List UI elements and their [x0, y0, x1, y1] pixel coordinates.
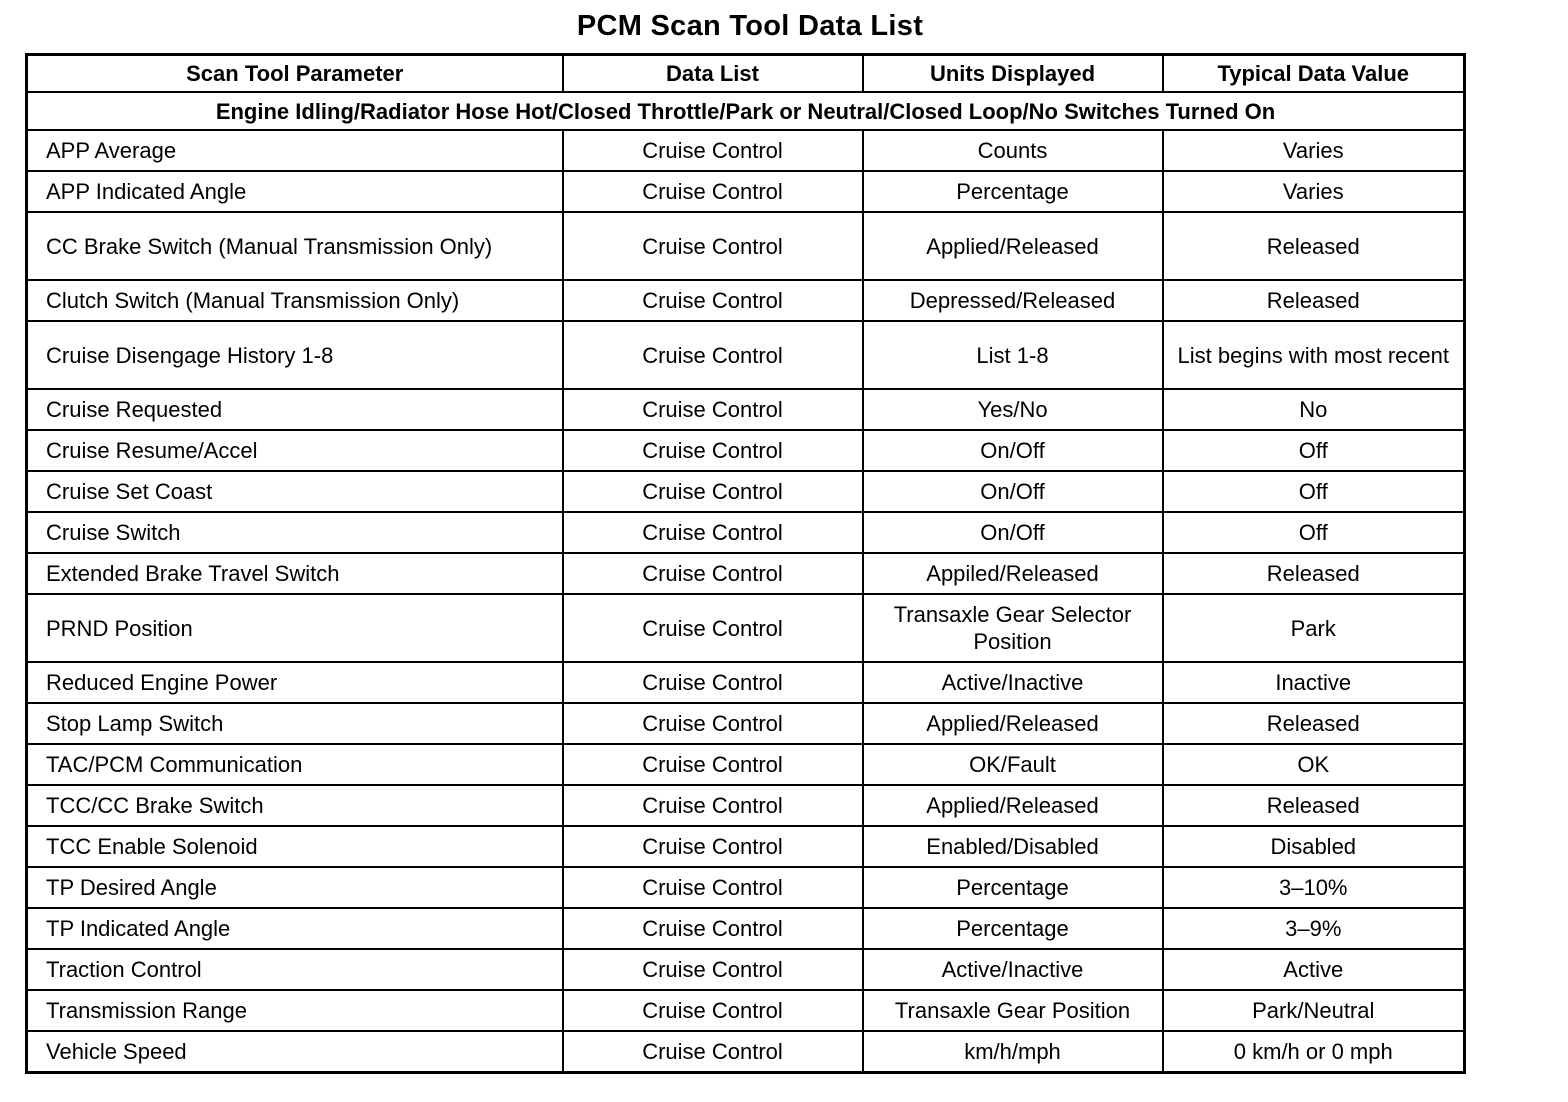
cell-typical-value: 3–10%: [1163, 867, 1465, 908]
cell-units: Active/Inactive: [863, 662, 1163, 703]
cell-typical-value: OK: [1163, 744, 1465, 785]
cell-parameter: Transmission Range: [27, 990, 563, 1031]
table-row: [27, 744, 1465, 785]
cell-parameter: Extended Brake Travel Switch: [27, 553, 563, 594]
cell-units: Applied/Released: [863, 703, 1163, 744]
header-row: [27, 55, 1465, 93]
cell-units: OK/Fault: [863, 744, 1163, 785]
cell-units: Counts: [863, 130, 1163, 171]
cell-data-list: Cruise Control: [563, 389, 863, 430]
cell-parameter: CC Brake Switch (Manual Transmission Only): [27, 212, 563, 280]
cell-typical-value: Released: [1163, 703, 1465, 744]
table-row: [27, 867, 1465, 908]
table-row: [27, 321, 1465, 389]
cell-data-list: Cruise Control: [563, 703, 863, 744]
cell-parameter: Clutch Switch (Manual Transmission Only): [27, 280, 563, 321]
cell-units: Applied/Released: [863, 212, 1163, 280]
cell-parameter: PRND Position: [27, 594, 563, 662]
cell-typical-value: No: [1163, 389, 1465, 430]
cell-data-list: Cruise Control: [563, 130, 863, 171]
section-row: [27, 92, 1465, 130]
cell-units: Active/Inactive: [863, 949, 1163, 990]
table-row: [27, 512, 1465, 553]
cell-data-list: Cruise Control: [563, 280, 863, 321]
table-row: [27, 171, 1465, 212]
cell-parameter: Stop Lamp Switch: [27, 703, 563, 744]
cell-parameter: Cruise Switch: [27, 512, 563, 553]
cell-data-list: Cruise Control: [563, 867, 863, 908]
cell-data-list: Cruise Control: [563, 471, 863, 512]
cell-data-list: Cruise Control: [563, 512, 863, 553]
table-row: [27, 785, 1465, 826]
cell-data-list: Cruise Control: [563, 594, 863, 662]
table-row: [27, 826, 1465, 867]
table-row: [27, 430, 1465, 471]
table-row: [27, 703, 1465, 744]
cell-units: Yes/No: [863, 389, 1163, 430]
cell-units: Transaxle Gear Position: [863, 990, 1163, 1031]
cell-parameter: APP Indicated Angle: [27, 171, 563, 212]
cell-parameter: Cruise Resume/Accel: [27, 430, 563, 471]
cell-units: Enabled/Disabled: [863, 826, 1163, 867]
cell-typical-value: Off: [1163, 471, 1465, 512]
cell-data-list: Cruise Control: [563, 1031, 863, 1073]
cell-typical-value: 0 km/h or 0 mph: [1163, 1031, 1465, 1073]
cell-typical-value: Off: [1163, 512, 1465, 553]
cell-typical-value: List begins with most recent: [1163, 321, 1465, 389]
cell-typical-value: Off: [1163, 430, 1465, 471]
page-title: PCM Scan Tool Data List: [576, 10, 924, 42]
cell-units: Percentage: [863, 171, 1163, 212]
cell-units: On/Off: [863, 430, 1163, 471]
table-row: [27, 949, 1465, 990]
cell-units: Depressed/Released: [863, 280, 1163, 321]
cell-units: Percentage: [863, 908, 1163, 949]
cell-typical-value: 3–9%: [1163, 908, 1465, 949]
section-condition: Engine Idling/Radiator Hose Hot/Closed Throttle/Park or Neutral/Closed Loop/No Switches Turned On: [27, 92, 1465, 130]
cell-data-list: Cruise Control: [563, 990, 863, 1031]
cell-parameter: Reduced Engine Power: [27, 662, 563, 703]
table-row: [27, 280, 1465, 321]
cell-typical-value: Varies: [1163, 130, 1465, 171]
cell-units: Percentage: [863, 867, 1163, 908]
table-row: [27, 662, 1465, 703]
cell-parameter: APP Average: [27, 130, 563, 171]
cell-units: List 1-8: [863, 321, 1163, 389]
cell-parameter: Traction Control: [27, 949, 563, 990]
cell-typical-value: Park: [1163, 594, 1465, 662]
cell-typical-value: Released: [1163, 785, 1465, 826]
cell-units: km/h/mph: [863, 1031, 1163, 1073]
cell-data-list: Cruise Control: [563, 744, 863, 785]
cell-parameter: Cruise Disengage History 1-8: [27, 321, 563, 389]
cell-parameter: Vehicle Speed: [27, 1031, 563, 1073]
table-row: [27, 1031, 1465, 1073]
table-row: [27, 130, 1465, 171]
cell-data-list: Cruise Control: [563, 321, 863, 389]
cell-typical-value: Park/Neutral: [1163, 990, 1465, 1031]
cell-data-list: Cruise Control: [563, 908, 863, 949]
table-row: [27, 389, 1465, 430]
cell-data-list: Cruise Control: [563, 826, 863, 867]
table-row: [27, 908, 1465, 949]
table-row: [27, 594, 1465, 662]
scan-tool-data-table: [25, 53, 1466, 1074]
table-row: [27, 471, 1465, 512]
cell-typical-value: Disabled: [1163, 826, 1465, 867]
header-parameter: Scan Tool Parameter: [27, 55, 563, 93]
cell-units: Transaxle Gear Selector Position: [863, 594, 1163, 662]
cell-units: On/Off: [863, 471, 1163, 512]
cell-parameter: TCC/CC Brake Switch: [27, 785, 563, 826]
table-row: [27, 212, 1465, 280]
cell-data-list: Cruise Control: [563, 212, 863, 280]
cell-typical-value: Released: [1163, 280, 1465, 321]
table-row: [27, 990, 1465, 1031]
header-typical-value: Typical Data Value: [1163, 55, 1465, 93]
cell-data-list: Cruise Control: [563, 949, 863, 990]
cell-data-list: Cruise Control: [563, 430, 863, 471]
cell-typical-value: Released: [1163, 553, 1465, 594]
cell-data-list: Cruise Control: [563, 171, 863, 212]
cell-typical-value: Varies: [1163, 171, 1465, 212]
table-row: [27, 553, 1465, 594]
cell-typical-value: Active: [1163, 949, 1465, 990]
cell-data-list: Cruise Control: [563, 662, 863, 703]
cell-typical-value: Inactive: [1163, 662, 1465, 703]
cell-parameter: Cruise Requested: [27, 389, 563, 430]
cell-parameter: TCC Enable Solenoid: [27, 826, 563, 867]
cell-parameter: TP Indicated Angle: [27, 908, 563, 949]
header-data-list: Data List: [563, 55, 863, 93]
cell-parameter: TP Desired Angle: [27, 867, 563, 908]
cell-units: Applied/Released: [863, 785, 1163, 826]
cell-data-list: Cruise Control: [563, 553, 863, 594]
cell-typical-value: Released: [1163, 212, 1465, 280]
cell-data-list: Cruise Control: [563, 785, 863, 826]
header-units: Units Displayed: [863, 55, 1163, 93]
cell-units: On/Off: [863, 512, 1163, 553]
cell-units: Appiled/Released: [863, 553, 1163, 594]
cell-parameter: TAC/PCM Communication: [27, 744, 563, 785]
cell-parameter: Cruise Set Coast: [27, 471, 563, 512]
